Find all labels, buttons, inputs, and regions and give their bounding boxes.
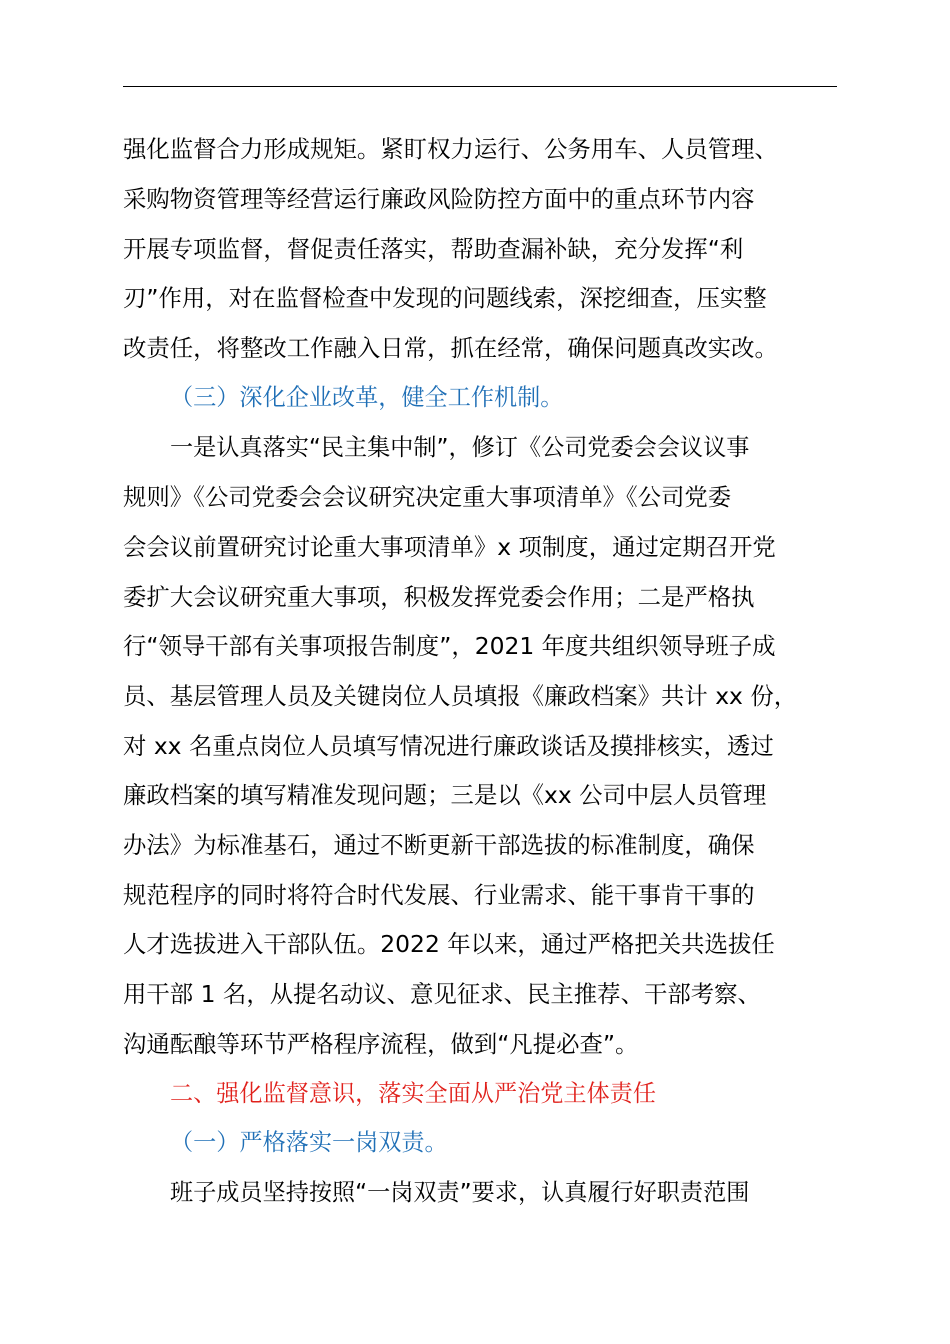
body-line: 委扩大会议研究重大事项，积极发挥党委会作用；二是严格执: [123, 583, 755, 611]
body-line: 对 xx 名重点岗位人员填写情况进行廉政谈话及摸排核实，透过: [123, 732, 774, 760]
body-line: 会会议前置研究讨论重大事项清单》x 项制度，通过定期召开党: [123, 533, 776, 561]
body-line: 强化监督合力形成规矩。紧盯权力运行、公务用车、人员管理、: [123, 135, 778, 163]
body-line: 沟通酝酿等环节严格程序流程，做到“凡提必查”。: [123, 1030, 639, 1058]
section-heading-3: （三）深化企业改革，健全工作机制。: [170, 385, 564, 411]
body-line: 改责任，将整改工作融入日常，抓在经常，确保问题真改实改。: [123, 334, 778, 362]
header-rule: [123, 86, 837, 87]
body-line: 廉政档案的填写精准发现问题；三是以《xx 公司中层人员管理: [123, 781, 767, 809]
section-heading-1: （一）严格落实一岗双责。: [170, 1130, 448, 1156]
body-line: 开展专项监督，督促责任落实，帮助查漏补缺，充分发挥“利: [123, 235, 744, 263]
body-line: 员、基层管理人员及关键岗位人员填报《廉政档案》共计 xx 份，: [123, 682, 798, 710]
body-line: 刃”作用，对在监督检查中发现的问题线索，深挖细查，压实整: [123, 284, 767, 312]
body-line: 人才选拔进入干部队伍。2022 年以来，通过严格把关共选拔任: [123, 930, 775, 958]
body-line: 一是认真落实“民主集中制”，修订《公司党委会会议议事: [170, 435, 750, 461]
body-line: 规则》《公司党委会会议研究决定重大事项清单》《公司党委: [123, 483, 732, 511]
body-line: 采购物资管理等经营运行廉政风险防控方面中的重点环节内容: [123, 185, 755, 213]
body-line: 班子成员坚持按照“一岗双责”要求，认真履行好职责范围: [170, 1180, 750, 1206]
body-line: 行“领导干部有关事项报告制度”，2021 年度共组织领导班子成: [123, 632, 776, 660]
body-line: 办法》为标准基石，通过不断更新干部选拔的标准制度，确保: [123, 831, 755, 859]
body-line: 规范程序的同时将符合时代发展、行业需求、能干事肯干事的: [123, 881, 755, 909]
chapter-heading-2: 二、强化监督意识，落实全面从严治党主体责任: [170, 1081, 656, 1107]
body-line: 用干部 1 名，从提名动议、意见征求、民主推荐、干部考察、: [123, 980, 761, 1008]
